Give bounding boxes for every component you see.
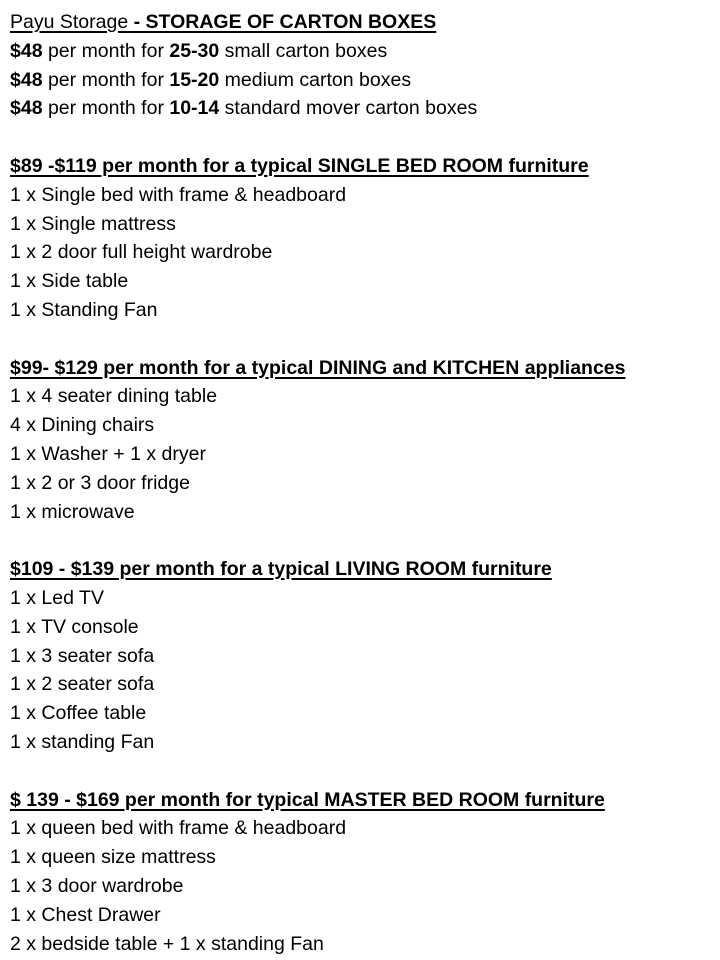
carton-desc: small carton boxes [219,39,388,62]
section-spacer [10,325,720,354]
list-item: 1 x Single bed with frame & headboard [10,183,347,206]
list-item: 1 x 2 door full height wardrobe [10,241,273,264]
list-item: 1 x Washer + 1 x dryer [10,442,206,465]
list-item: 1 x queen size mattress [10,846,216,869]
carton-row-standard [10,94,720,123]
list-item: 1 x Side table [10,270,129,293]
carton-row-small [10,37,720,66]
list-item: 1 x Led TV [10,586,104,609]
list-item: 1 x 2 or 3 door fridge [10,471,190,494]
brand-name: Payu Storage [10,11,129,33]
master-bedroom-section [10,786,720,959]
list-item: 1 x TV console [10,615,139,638]
dining-kitchen-section [10,354,720,527]
living-room-heading: $109 - $139 per month for a typical LIVING ROOM furniture [10,558,552,581]
carton-desc: medium carton boxes [219,68,412,91]
living-room-section [10,555,720,757]
list-item: 1 x 3 seater sofa [10,644,155,667]
carton-desc: standard mover carton boxes [219,97,478,120]
list-item: 1 x Chest Drawer [10,903,161,926]
list-item: 1 x 2 seater sofa [10,673,155,696]
single-bedroom-heading: $89 -$119 per month for a typical SINGLE BED ROOM furniture [10,154,589,177]
list-item: 2 x bedside table + 1 x standing Fan [10,932,324,955]
carton-price: $48 [10,68,43,91]
single-bedroom-section [10,152,720,325]
carton-mid-text: per month for [42,68,170,91]
list-item: 1 x queen bed with frame & headboard [10,817,347,840]
carton-boxes-section [10,8,720,123]
master-bedroom-heading: $ 139 - $169 per month for typical MASTER BED ROOM furniture [10,788,605,811]
section-spacer [10,526,720,555]
list-item: 1 x 3 door wardrobe [10,874,184,897]
list-item: 1 x standing Fan [10,730,155,753]
carton-heading-text: - STORAGE OF CARTON BOXES [128,11,437,33]
carton-heading [10,8,720,37]
section-spacer [10,123,720,152]
carton-price: $48 [10,39,43,62]
list-item: 1 x microwave [10,500,135,523]
list-item: 4 x Dining chairs [10,414,155,437]
list-item: 1 x Coffee table [10,702,147,725]
list-item: 1 x 4 seater dining table [10,385,218,408]
carton-qty: 15-20 [169,68,220,91]
list-item: 1 x Standing Fan [10,298,158,321]
dining-kitchen-heading: $99- $129 per month for a typical DINING and KITCHEN appliances [10,356,626,379]
carton-mid-text: per month for [42,39,170,62]
carton-qty: 10-14 [169,97,220,120]
carton-qty: 25-30 [169,39,220,62]
section-spacer [10,757,720,786]
carton-price: $48 [10,97,43,120]
list-item: 1 x Single mattress [10,212,176,235]
carton-mid-text: per month for [42,97,170,120]
carton-row-medium [10,66,720,95]
